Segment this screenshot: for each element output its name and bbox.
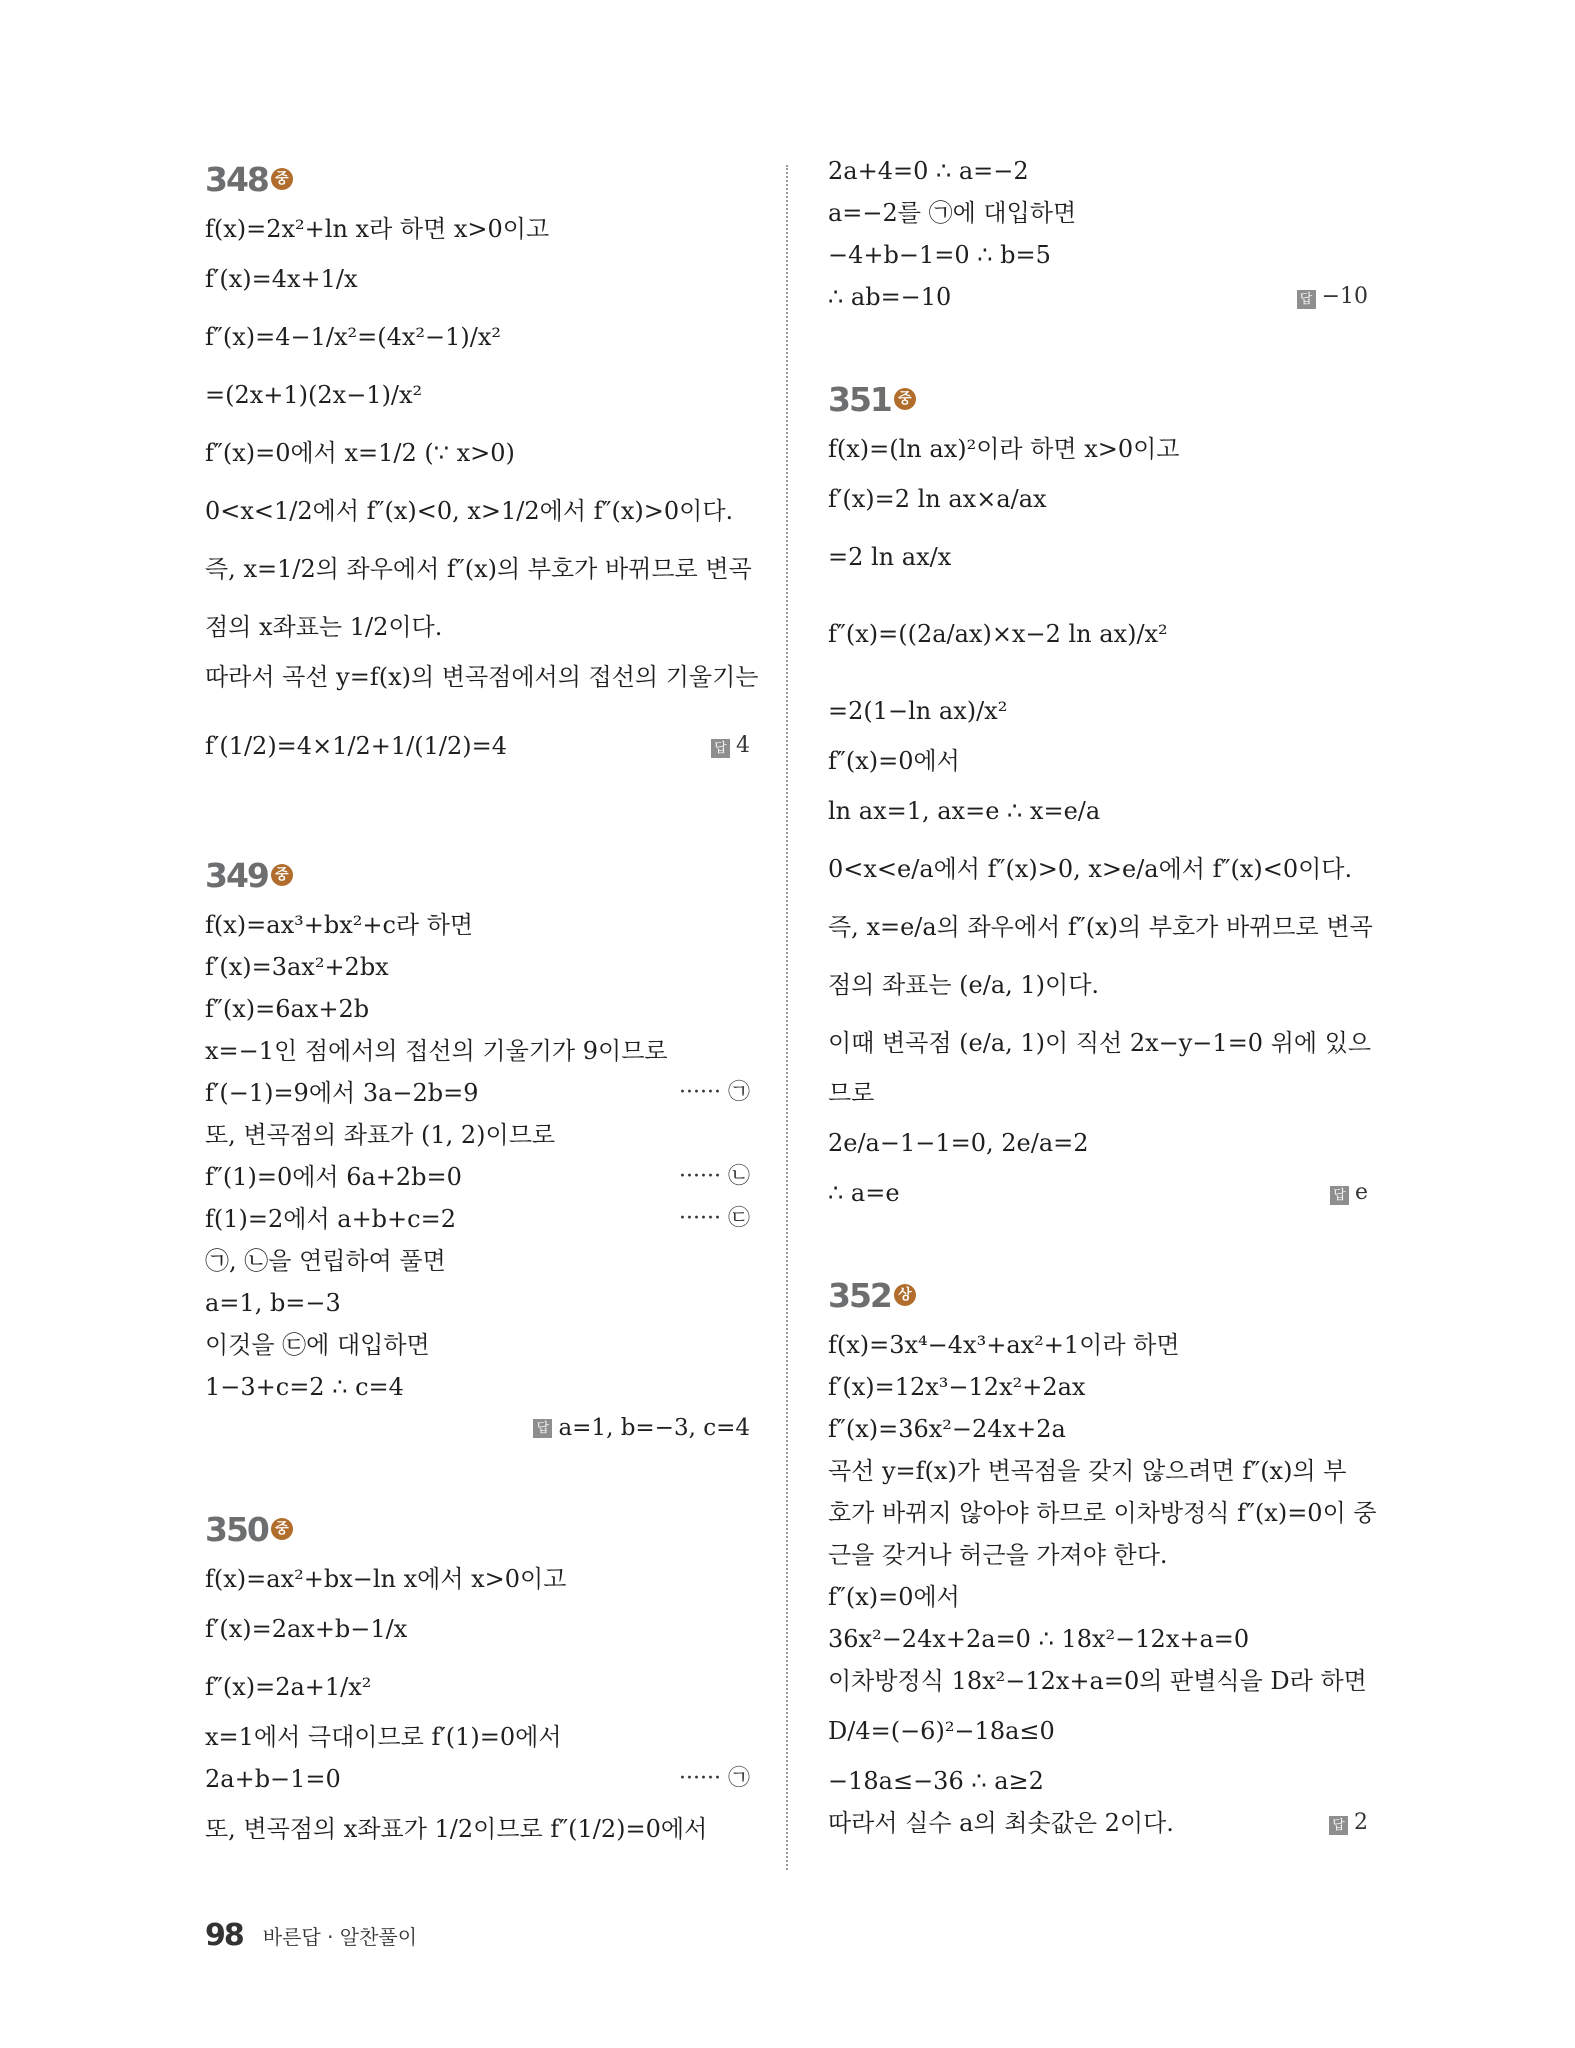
- problem-heading: [828, 370, 1368, 428]
- difficulty-badge: 중: [271, 1518, 293, 1540]
- solution-text: f(x)=(ln ax)²이라 하면 x>0이고: [828, 435, 1180, 463]
- right-column: [828, 150, 1377, 1844]
- solution-line: [828, 586, 1368, 682]
- solution-text: f′(x)=12x³−12x²+2ax: [828, 1373, 1086, 1401]
- solution-text: 곡선 y=f(x)가 변곡점을 갖지 않으려면 f″(x)의 부: [828, 1457, 1347, 1485]
- solution-text: 0<x<e/a에서 f″(x)>0, x>e/a에서 f″(x)<0이다.: [828, 855, 1353, 883]
- solution-line: [205, 540, 750, 598]
- solution-text: 따라서 곡선 y=f(x)의 변곡점에서의 접선의 기울기는: [205, 663, 759, 691]
- solution-text: f′(x)=2 ln ax×a/ax: [828, 485, 1047, 513]
- section-gap: [828, 1214, 1368, 1266]
- solution-line: [828, 276, 1368, 318]
- answer-line: [205, 1408, 750, 1448]
- solution-text: ∴ a=e: [828, 1179, 900, 1207]
- left-column: [205, 150, 759, 1858]
- solution-line: [828, 1324, 1368, 1366]
- solution-text: a=1, b=−3: [205, 1289, 341, 1317]
- solution-text: f′(1/2)=4×1/2+1/(1/2)=4: [205, 732, 507, 760]
- answer-value: a=1, b=−3, c=4: [558, 1415, 750, 1441]
- solution-text: f(x)=3x⁴−4x³+ax²+1이라 하면: [828, 1331, 1180, 1359]
- solution-line: [828, 470, 1368, 528]
- solution-line: [828, 1014, 1372, 1072]
- solution-text: f(x)=ax³+bx²+c라 하면: [205, 911, 474, 939]
- solution-text: 즉, x=e/a의 좌우에서 f″(x)의 부호가 바뀌므로 변곡: [828, 913, 1373, 941]
- solution-line: [205, 1600, 750, 1658]
- solution-line: [205, 598, 750, 656]
- solution-text: 즉, x=1/2의 좌우에서 f″(x)의 부호가 바뀌므로 변곡: [205, 555, 752, 583]
- solution-text: −4+b−1=0 ∴ b=5: [828, 241, 1051, 269]
- page-footer: [205, 1918, 417, 1953]
- solution-line: [828, 528, 1368, 586]
- equation-marker: ······ ㉡: [679, 1164, 750, 1189]
- solution-line: [828, 1802, 1368, 1844]
- solution-line: [205, 1072, 750, 1114]
- solution-line: [828, 1618, 1368, 1660]
- solution-text: f″(x)=0에서: [828, 747, 960, 775]
- answer-icon: 답: [1297, 290, 1316, 309]
- solution-text: 0<x<1/2에서 f″(x)<0, x>1/2에서 f″(x)>0이다.: [205, 497, 734, 525]
- difficulty-badge: 중: [271, 168, 293, 190]
- solution-text: f″(x)=0에서 x=1/2 (∵ x>0): [205, 439, 515, 467]
- solution-text: D/4=(−6)²−18a≤0: [828, 1717, 1055, 1745]
- solution-text: ∴ ab=−10: [828, 283, 952, 311]
- difficulty-badge: 중: [894, 388, 916, 410]
- solution-line: [205, 1658, 750, 1716]
- difficulty-badge: 상: [894, 1284, 916, 1306]
- solution-line: [828, 1760, 1368, 1802]
- solution-text: x=−1인 점에서의 접선의 기울기가 9이므로: [205, 1037, 668, 1065]
- solution-text: ㉠, ㉡을 연립하여 풀면: [205, 1247, 446, 1275]
- solution-text: f″(x)=2a+1/x²: [205, 1673, 372, 1701]
- solution-text: 2e/a−1−1=0, 2e/a=2: [828, 1129, 1089, 1157]
- solution-text: =(2x+1)(2x−1)/x²: [205, 381, 423, 409]
- solution-text: 호가 바뀌지 않아야 하므로 이차방정식 f″(x)=0이 중: [828, 1499, 1377, 1527]
- solution-text: 이때 변곡점 (e/a, 1)이 직선 2x−y−1=0 위에 있으: [828, 1029, 1372, 1057]
- answer-value: e: [1354, 1179, 1368, 1205]
- solution-line: [205, 1758, 750, 1800]
- solution-text: a=−2를 ㉠에 대입하면: [828, 199, 1077, 227]
- solution-text: f′(x)=2ax+b−1/x: [205, 1615, 408, 1643]
- solution-text: f′(x)=4x+1/x: [205, 265, 358, 293]
- solution-line: [205, 1114, 750, 1156]
- solution-line: [205, 1030, 750, 1072]
- solution-text: f″(x)=6ax+2b: [205, 995, 370, 1023]
- solution-line: [828, 1450, 1368, 1492]
- solution-text: f(x)=2x²+ln x라 하면 x>0이고: [205, 215, 550, 243]
- answer-icon: 답: [711, 739, 730, 758]
- solution-line: [828, 192, 1368, 234]
- solution-line: [828, 1072, 1368, 1114]
- solution-line: [205, 1716, 750, 1758]
- solution-text: 36x²−24x+2a=0 ∴ 18x²−12x+a=0: [828, 1625, 1250, 1653]
- answer-inline: [1330, 1179, 1368, 1205]
- equation-marker: ······ ㉠: [679, 1080, 750, 1105]
- solution-text: =2(1−ln ax)/x²: [828, 697, 1008, 725]
- problem-number: 349: [205, 855, 268, 895]
- solution-text: =2 ln ax/x: [828, 543, 952, 571]
- solution-line: [205, 988, 750, 1030]
- solution-line: [828, 682, 1368, 740]
- solution-text: f″(x)=36x²−24x+2a: [828, 1415, 1066, 1443]
- section-gap: [205, 1448, 750, 1500]
- solution-text: 1−3+c=2 ∴ c=4: [205, 1373, 404, 1401]
- solution-line: [205, 698, 750, 794]
- solution-line: [828, 1172, 1368, 1214]
- solution-line: [205, 1366, 750, 1408]
- solution-text: 점의 x좌표는 1/2이다.: [205, 613, 443, 641]
- solution-line: [828, 150, 1368, 192]
- solution-line: [828, 428, 1368, 470]
- solution-text: 점의 좌표는 (e/a, 1)이다.: [828, 971, 1100, 999]
- solution-text: f″(x)=0에서: [828, 1583, 960, 1611]
- problem-heading: [205, 846, 750, 904]
- column-divider: [786, 165, 788, 1870]
- solution-line: [828, 1114, 1368, 1172]
- solution-line: [205, 1800, 750, 1858]
- page-number: 98: [205, 1918, 243, 1953]
- solution-line: [828, 1408, 1368, 1450]
- solution-line: [828, 840, 1368, 898]
- solution-text: f′(x)=3ax²+2bx: [205, 953, 389, 981]
- solution-text: 또, 변곡점의 x좌표가 1/2이므로 f″(1/2)=0에서: [205, 1815, 708, 1843]
- answer-icon: 답: [1329, 1816, 1348, 1835]
- solution-line: [828, 1492, 1377, 1534]
- solution-line: [828, 1576, 1368, 1618]
- solution-text: 2a+b−1=0: [205, 1765, 341, 1793]
- solution-text: ln ax=1, ax=e ∴ x=e/a: [828, 797, 1101, 825]
- solution-text: 므로: [828, 1079, 875, 1107]
- difficulty-badge: 중: [271, 864, 293, 886]
- solution-line: [205, 208, 750, 250]
- answer-inline: [1297, 283, 1368, 309]
- solution-text: x=1에서 극대이므로 f′(1)=0에서: [205, 1723, 562, 1751]
- section-gap: [205, 794, 750, 846]
- solution-line: [205, 1240, 750, 1282]
- answer-icon: 답: [533, 1419, 552, 1438]
- section-gap: [828, 318, 1368, 370]
- solution-line: [205, 308, 750, 366]
- solution-text: −18a≤−36 ∴ a≥2: [828, 1767, 1044, 1795]
- solution-line: [205, 482, 750, 540]
- solution-text: 또, 변곡점의 좌표가 (1, 2)이므로: [205, 1121, 556, 1149]
- solution-line: [828, 234, 1368, 276]
- answer-inline: [1329, 1809, 1368, 1835]
- solution-text: f′(−1)=9에서 3a−2b=9: [205, 1079, 479, 1107]
- answer-value: 2: [1354, 1809, 1368, 1835]
- solution-line: [828, 1366, 1368, 1408]
- solution-line: [828, 782, 1368, 840]
- solution-line: [205, 1198, 750, 1240]
- answer-value: −10: [1321, 283, 1368, 309]
- solution-line: [828, 740, 1368, 782]
- solution-text: 따라서 실수 a의 최솟값은 2이다.: [828, 1809, 1174, 1837]
- solution-text: 이차방정식 18x²−12x+a=0의 판별식을 D라 하면: [828, 1667, 1367, 1695]
- solution-text: 이것을 ㉢에 대입하면: [205, 1331, 430, 1359]
- problem-number: 350: [205, 1509, 268, 1549]
- solution-line: [205, 1156, 750, 1198]
- solution-line: [205, 366, 750, 424]
- solution-text: f″(x)=4−1/x²=(4x²−1)/x²: [205, 323, 501, 351]
- solution-line: [828, 1534, 1368, 1576]
- solution-text: f″(1)=0에서 6a+2b=0: [205, 1163, 462, 1191]
- solution-line: [205, 946, 750, 988]
- solution-line: [205, 1324, 750, 1366]
- problem-number: 348: [205, 159, 268, 199]
- solution-text: f(x)=ax²+bx−ln x에서 x>0이고: [205, 1565, 567, 1593]
- solution-line: [205, 250, 750, 308]
- solution-text: f(1)=2에서 a+b+c=2: [205, 1205, 456, 1233]
- solution-line: [828, 1660, 1368, 1702]
- solution-line: [205, 656, 759, 698]
- answer-inline: [711, 732, 750, 758]
- answer-value: 4: [736, 732, 750, 758]
- solution-line: [828, 956, 1368, 1014]
- equation-marker: ······ ㉠: [679, 1766, 750, 1791]
- problem-number: 351: [828, 379, 891, 419]
- problem-heading: [205, 1500, 750, 1558]
- solution-text: 근을 갖거나 허근을 가져야 한다.: [828, 1541, 1168, 1569]
- equation-marker: ······ ㉢: [679, 1206, 750, 1231]
- solution-line: [828, 898, 1373, 956]
- solution-line: [205, 1558, 750, 1600]
- problem-heading: [828, 1266, 1368, 1324]
- solution-text: f″(x)=((2a/ax)×x−2 ln ax)/x²: [828, 620, 1168, 648]
- solution-line: [828, 1702, 1368, 1760]
- solution-line: [205, 1282, 750, 1324]
- solution-line: [205, 904, 750, 946]
- answer-icon: 답: [1330, 1186, 1349, 1205]
- page-footer-title: 바른답 · 알찬풀이: [262, 1925, 418, 1949]
- solution-text: 2a+4=0 ∴ a=−2: [828, 157, 1029, 185]
- solution-line: [205, 424, 750, 482]
- problem-number: 352: [828, 1275, 891, 1315]
- problem-heading: [205, 150, 750, 208]
